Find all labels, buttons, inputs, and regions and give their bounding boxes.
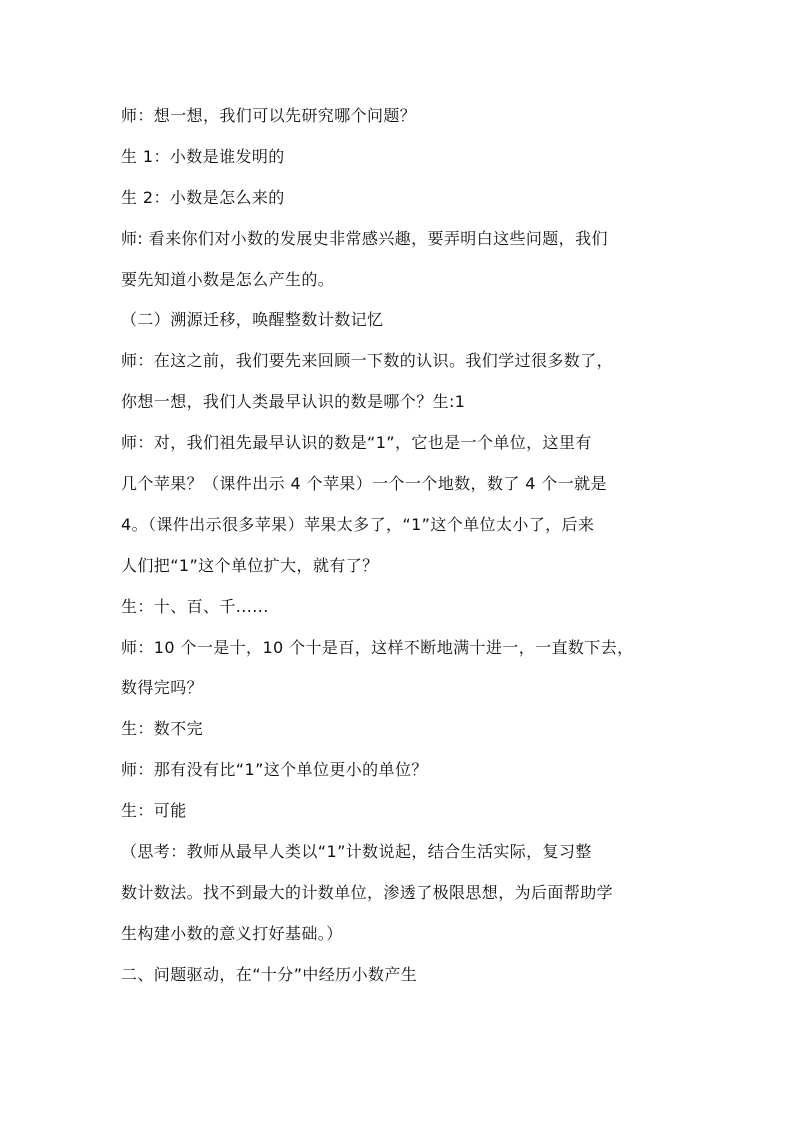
text-line-teacher-interest: 师: 看来你们对小数的发展史非常感兴趣，要弄明白这些问题，我们 [121, 228, 608, 248]
text-line-teacher-unit-cont-1: 几个苹果？（课件出示 4 个苹果）一个一个地数，数了 4 个一就是 [121, 474, 607, 494]
text-line-student-possible: 生：可能 [121, 801, 187, 821]
text-line-teacher-count-cont: 数得完吗？ [121, 678, 204, 698]
text-line-teacher-unit-cont-2: 4。（课件出示很多苹果）苹果太多了，“1”这个单位太小了，后来 [121, 514, 595, 534]
text-line-teacher-question: 师：想一想，我们可以先研究哪个问题？ [121, 106, 417, 125]
text-line-reflection: （思考：教师从最早人类以“1”计数说起，结合生活实际，复习整 [121, 842, 592, 862]
text-line-student-2: 生 2：小数是怎么来的 [121, 187, 285, 207]
text-line-teacher-unit: 师：对，我们祖先最早认识的数是“1”，它也是一个单位，这里有 [121, 433, 592, 453]
text-line-teacher-review: 师：在这之前，我们要先来回顾一下数的认识。我们学过很多数了， [121, 351, 614, 371]
text-line-teacher-review-cont: 你想一想，我们人类最早认识的数是哪个？生:1 [121, 392, 466, 412]
text-line-student-units: 生：十、百、千...... [121, 596, 269, 616]
text-line-teacher-unit-cont-3: 人们把“1”这个单位扩大，就有了？ [121, 555, 379, 575]
text-line-teacher-smaller-unit: 师：那有没有比“1”这个单位更小的单位？ [121, 760, 428, 780]
text-line-reflection-cont-1: 数计数法。找不到最大的计数单位，渗透了极限思想，为后面帮助学 [121, 882, 614, 902]
section-heading-2: （二）溯源迁移，唤醒整数计数记忆 [121, 310, 384, 330]
text-line-teacher-count: 师：10 个一是十，10 个十是百，这样不断地满十进一，一直数下去， [121, 637, 634, 657]
text-line-student-1: 生 1：小数是谁发明的 [121, 146, 285, 166]
text-line-reflection-cont-2: 生构建小数的意义打好基础。） [121, 923, 343, 943]
document-body [121, 101, 681, 1001]
section-heading-problem-driven: 二、问题驱动，在“十分”中经历小数产生 [121, 964, 418, 984]
text-line-student-endless: 生：数不完 [121, 719, 204, 739]
text-line-teacher-interest-cont: 要先知道小数是怎么产生的。 [121, 269, 335, 289]
